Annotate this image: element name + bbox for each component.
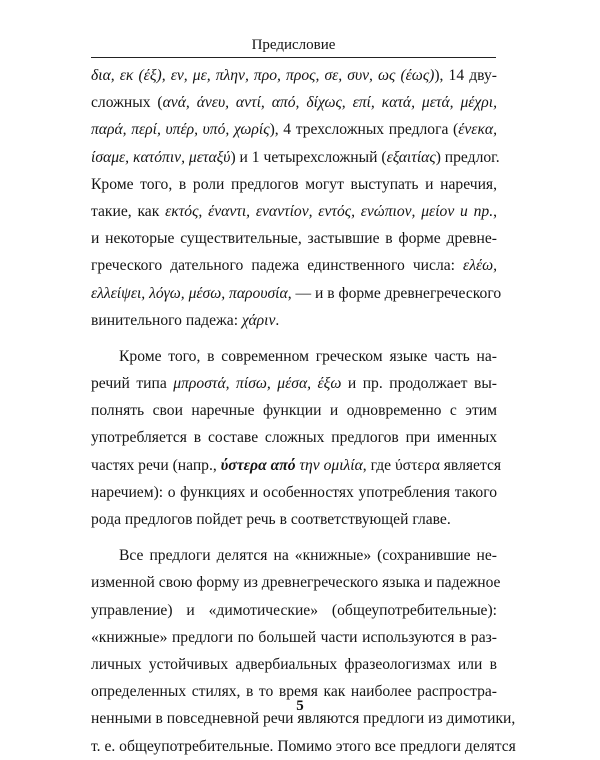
greek-example: χάριν <box>241 311 276 329</box>
text-line <box>91 144 500 171</box>
text-run: частях речи (напр., <box>91 456 221 474</box>
text-run: , — и в форме древнегреческого <box>287 284 502 302</box>
greek-example: δια, εκ (έξ), εν, με, πλην, προ, προς, σε, συν, ως (έως) <box>91 67 435 84</box>
text-line <box>91 225 497 252</box>
text-run: полнять свои наречные функции и одновременно с этим <box>91 402 497 420</box>
text-line <box>91 569 501 596</box>
greek-example: ένεκα, <box>458 121 498 139</box>
greek-example: την ομιλία <box>295 456 363 474</box>
paragraph <box>91 542 516 760</box>
text-line <box>91 370 497 397</box>
text-run: наречием): о функциях и особенностях употребления такого <box>91 483 497 501</box>
text-run: винительного падежа: <box>91 311 242 329</box>
text-run: Кроме того, в современном греческом языке часть на- <box>119 347 497 365</box>
greek-example: παρά, περί, υπέρ, υπό, χωρίς <box>91 121 270 139</box>
greek-example: ελλείψει, λόγω, μέσω, παρουσία <box>91 284 288 302</box>
text-line <box>91 479 497 506</box>
page-number: 5 <box>296 698 304 714</box>
text-line <box>91 280 502 307</box>
text-run: ненными в повседневной речи являются предлоги из димотики, <box>91 710 516 728</box>
text-run: рода предлогов пойдет речь в соответствующей главе. <box>91 511 451 528</box>
greek-example: и пр. <box>454 202 494 220</box>
text-run: «книжные» предлоги по большей части используются в раз- <box>91 628 497 646</box>
text-run: т. е. общеупотребительные. Помимо этого все предлоги делятся <box>91 737 516 755</box>
text-line <box>91 62 497 89</box>
text-line <box>91 597 497 624</box>
text-line <box>91 733 516 760</box>
body-text <box>91 62 516 760</box>
paragraph <box>91 343 502 533</box>
paragraph <box>91 62 502 334</box>
text-line <box>91 542 497 569</box>
text-run: ), 14 дву- <box>434 67 497 84</box>
text-line <box>91 452 502 479</box>
text-line <box>91 89 497 116</box>
text-run: определенных стилях, в то время как наиболее распростра- <box>91 683 497 701</box>
text-run: управление) и «димотические» (общеупотребительные): <box>91 601 497 619</box>
text-line <box>91 116 497 143</box>
text-line <box>91 397 497 424</box>
text-line <box>91 343 497 370</box>
text-run: речий типа <box>91 375 174 393</box>
text-run: изменной свою форму из древнегреческого языка и падежное <box>91 574 501 592</box>
text-line <box>91 424 497 451</box>
paragraph-gap <box>91 334 497 343</box>
greek-example: ελέω, <box>463 257 497 275</box>
text-run: греческого дательного падежа единственного числа: <box>91 257 464 275</box>
header-rule <box>91 57 496 58</box>
text-run: Все предлоги делятся на «книжные» (сохранившие не- <box>119 547 497 565</box>
text-run: сложных ( <box>91 94 163 112</box>
text-line <box>91 198 497 225</box>
text-run: и пр. продолжает вы- <box>341 375 497 393</box>
text-run: ) и 1 четырехсложный ( <box>230 148 387 166</box>
text-line <box>91 307 497 334</box>
greek-example: εκτός, έναντι, εναντίον, εντός, ενώπιον, μείον <box>165 202 455 220</box>
text-run: , где ύστερα является <box>362 456 502 474</box>
text-line <box>91 624 497 651</box>
text-line <box>91 171 497 198</box>
text-run: такие, как <box>91 202 166 220</box>
greek-example: ύστερα από <box>220 456 296 474</box>
greek-example: μπροστά, πίσω, μέσα, έξω <box>173 375 342 393</box>
text-run: личных устойчивых адвербиальных фразеологизмах или в <box>91 655 497 673</box>
greek-example: ανά, άνευ, αντί, από, δίχως, επί, κατά, μετά, μέχρι, <box>162 94 497 112</box>
paragraph-gap <box>91 533 497 542</box>
text-run: , <box>493 202 497 220</box>
text-run: Кроме того, в роли предлогов могут выступать и наречия, <box>91 175 497 193</box>
running-header: Предисловие <box>251 37 336 53</box>
text-line <box>91 506 497 533</box>
text-run: ), 4 трехсложных предлога ( <box>269 121 459 139</box>
text-run: и некоторые существительные, застывшие в форме древне- <box>91 230 497 248</box>
greek-example: ίσαμε, κατόπιν, μεταξύ <box>91 148 231 166</box>
text-line <box>91 651 497 678</box>
text-line <box>91 252 497 279</box>
text-run: ) предлог. <box>435 148 500 166</box>
greek-example: εξαιτίας <box>386 148 436 166</box>
text-run: . <box>275 311 280 329</box>
text-run: употребляется в составе сложных предлогов при именных <box>91 429 497 447</box>
